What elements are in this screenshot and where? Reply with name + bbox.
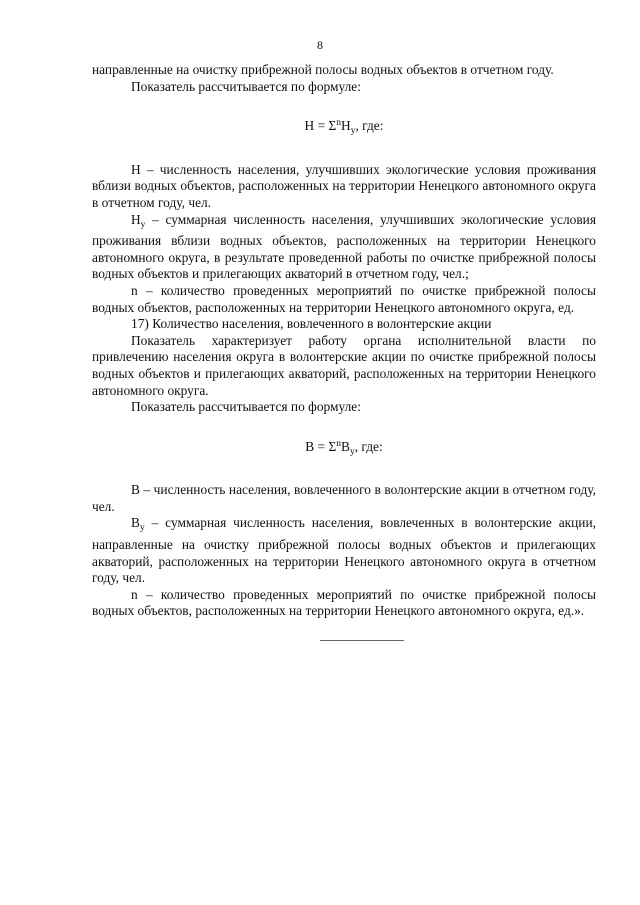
definition-vy: $В_у$ – суммарная численность населения, вовлеченных в волонтерские акции, направленные на очистку прибрежной полосы водных объектов и прилегающих акваторий, расположенных на территории Ненецкого автономного округа в отчетном году, чел. — [92, 515, 596, 586]
definition-n: n – количество проведенных мероприятий по очистке прибрежной полосы водных объектов, расположенных на территории Ненецкого автономного округа, ед. — [92, 282, 596, 315]
end-divider — [320, 640, 404, 641]
formula-v: $В = \Sigma^nВ_у$, где: — [305, 438, 383, 457]
document-body — [92, 62, 596, 620]
formula-intro-2: Показатель рассчитывается по формуле: — [131, 399, 361, 415]
indicator-description: Показатель характеризует работу органа исполнительной власти по привлечению населения округа в волонтерские акции по очистке прибрежной полосы водных объектов и прилегающих акваторий, расположенных на территории Ненецкого автономного округа. — [92, 332, 596, 398]
formula-intro: Показатель рассчитывается по формуле: — [131, 78, 361, 94]
section-heading-17: 17) Количество населения, вовлеченного в волонтерские акции — [131, 316, 492, 332]
page-number: 8 — [317, 38, 323, 52]
definition-n-2: n – количество проведенных мероприятий по очистке прибрежной полосы водных объектов, расположенных на территории Ненецкого автономного округа, ед.». — [92, 586, 596, 619]
paragraph-continuation: направленные на очистку прибрежной полосы водных объектов в отчетном году. — [92, 62, 554, 77]
definition-hy: $Н_у$ – суммарная численность населения, улучшивших экологические условия проживания вблизи водных объектов, расположенных на территории Ненецкого автономного округа, в результате проведенной работы по очистке прибрежной полосы водных объектов и прилегающих акваторий в отчетном году, чел.; — [92, 211, 596, 282]
formula-h: $Н = \Sigma^nН_у$, где: — [304, 118, 384, 137]
definition-v: В – численность населения, вовлеченного в волонтерские акции в отчетном году, чел. — [92, 482, 596, 514]
definition-h: Н – численность населения, улучшивших экологические условия проживания вблизи водных объектов, расположенных на территории Ненецкого автономного округа в отчетном году, чел. — [92, 161, 596, 210]
